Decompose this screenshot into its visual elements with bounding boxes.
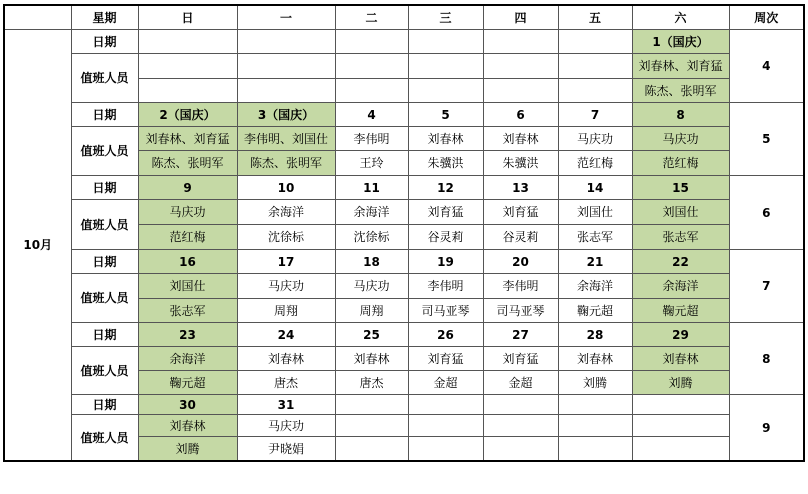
week-number-cell: 7 xyxy=(729,250,804,323)
date-cell: 2（国庆） xyxy=(138,103,237,127)
date-cell: 28 xyxy=(558,323,632,347)
staff-cell: 李伟明 xyxy=(408,274,483,299)
date-cell: 29 xyxy=(632,323,729,347)
staff-label: 值班人员 xyxy=(71,347,138,395)
date-cell: 8 xyxy=(632,103,729,127)
staff-cell xyxy=(408,54,483,79)
date-cell: 21 xyxy=(558,250,632,274)
date-label: 日期 xyxy=(71,323,138,347)
date-cell: 16 xyxy=(138,250,237,274)
date-cell: 4 xyxy=(335,103,408,127)
staff-cell: 刘育猛 xyxy=(408,347,483,371)
staff-cell: 金超 xyxy=(408,371,483,395)
staff-cell xyxy=(335,79,408,103)
date-cell: 17 xyxy=(237,250,335,274)
date-cell: 22 xyxy=(632,250,729,274)
staff-cell xyxy=(558,79,632,103)
date-cell: 25 xyxy=(335,323,408,347)
date-label: 日期 xyxy=(71,250,138,274)
date-row xyxy=(4,30,804,54)
date-row xyxy=(4,323,804,347)
staff-cell xyxy=(632,415,729,437)
date-cell: 3（国庆） xyxy=(237,103,335,127)
staff-cell: 刘腾 xyxy=(138,437,237,462)
staff-cell xyxy=(558,437,632,462)
date-label: 日期 xyxy=(71,30,138,54)
staff-cell xyxy=(138,54,237,79)
date-cell xyxy=(138,30,237,54)
staff-cell: 刘国仕 xyxy=(558,200,632,225)
staff-cell: 鞠元超 xyxy=(632,299,729,323)
weekday-header: 日 xyxy=(138,5,237,30)
date-cell: 13 xyxy=(483,176,558,200)
staff-cell: 王玲 xyxy=(335,151,408,176)
staff-cell xyxy=(483,54,558,79)
weekday-header: 六 xyxy=(632,5,729,30)
staff-cell: 刘国仕 xyxy=(632,200,729,225)
staff-cell: 李伟明、刘国仕 xyxy=(237,127,335,151)
staff-cell xyxy=(335,415,408,437)
staff-cell xyxy=(483,79,558,103)
staff-cell: 刘春林 xyxy=(335,347,408,371)
date-label: 日期 xyxy=(71,176,138,200)
staff-cell: 张志军 xyxy=(558,225,632,250)
staff-cell: 刘腾 xyxy=(558,371,632,395)
staff-cell: 刘育猛 xyxy=(483,347,558,371)
staff-cell: 司马亚琴 xyxy=(483,299,558,323)
staff-cell: 马庆功 xyxy=(237,415,335,437)
date-cell: 11 xyxy=(335,176,408,200)
staff-cell: 张志军 xyxy=(138,299,237,323)
staff-cell xyxy=(483,415,558,437)
staff-cell xyxy=(483,437,558,462)
staff-cell xyxy=(408,437,483,462)
staff-cell xyxy=(335,437,408,462)
staff-cell: 刘春林、刘育猛 xyxy=(632,54,729,79)
staff-cell: 周翔 xyxy=(237,299,335,323)
staff-cell: 刘春林、刘育猛 xyxy=(138,127,237,151)
staff-cell: 余海洋 xyxy=(237,200,335,225)
date-cell xyxy=(335,395,408,415)
staff-row-primary xyxy=(4,127,804,151)
header-row xyxy=(4,5,804,30)
staff-cell: 马庆功 xyxy=(558,127,632,151)
staff-cell xyxy=(408,79,483,103)
staff-cell: 刘育猛 xyxy=(408,200,483,225)
staff-cell: 刘育猛 xyxy=(483,200,558,225)
staff-label: 值班人员 xyxy=(71,415,138,462)
date-cell xyxy=(237,30,335,54)
date-cell: 23 xyxy=(138,323,237,347)
staff-cell: 李伟明 xyxy=(335,127,408,151)
staff-cell: 余海洋 xyxy=(632,274,729,299)
weekday-header: 四 xyxy=(483,5,558,30)
staff-cell: 刘春林 xyxy=(408,127,483,151)
date-cell xyxy=(408,395,483,415)
date-row xyxy=(4,250,804,274)
duty-schedule-table xyxy=(3,4,805,462)
date-row xyxy=(4,176,804,200)
staff-cell xyxy=(558,415,632,437)
staff-cell: 范红梅 xyxy=(558,151,632,176)
date-cell: 30 xyxy=(138,395,237,415)
staff-cell: 陈杰、张明军 xyxy=(237,151,335,176)
week-number-cell: 9 xyxy=(729,395,804,462)
date-cell xyxy=(558,395,632,415)
month-label: 10月 xyxy=(4,30,71,462)
date-cell: 9 xyxy=(138,176,237,200)
staff-cell: 张志军 xyxy=(632,225,729,250)
staff-label: 值班人员 xyxy=(71,274,138,323)
week-number-header: 周次 xyxy=(729,5,804,30)
date-cell xyxy=(483,395,558,415)
staff-label: 值班人员 xyxy=(71,54,138,103)
staff-cell: 金超 xyxy=(483,371,558,395)
date-cell: 18 xyxy=(335,250,408,274)
date-label: 日期 xyxy=(71,103,138,127)
date-cell: 12 xyxy=(408,176,483,200)
date-cell: 19 xyxy=(408,250,483,274)
staff-label: 值班人员 xyxy=(71,200,138,250)
corner-cell xyxy=(4,5,71,30)
staff-row-primary xyxy=(4,347,804,371)
staff-cell: 周翔 xyxy=(335,299,408,323)
staff-cell: 陈杰、张明军 xyxy=(632,79,729,103)
staff-cell xyxy=(237,54,335,79)
week-number-cell: 6 xyxy=(729,176,804,250)
staff-row-primary xyxy=(4,274,804,299)
staff-cell: 朱骥洪 xyxy=(408,151,483,176)
staff-cell: 马庆功 xyxy=(138,200,237,225)
staff-cell xyxy=(632,437,729,462)
week-number-cell: 8 xyxy=(729,323,804,395)
date-cell: 27 xyxy=(483,323,558,347)
date-cell xyxy=(408,30,483,54)
date-row xyxy=(4,103,804,127)
date-cell: 6 xyxy=(483,103,558,127)
date-cell xyxy=(335,30,408,54)
staff-row-primary xyxy=(4,415,804,437)
weekday-label: 星期 xyxy=(71,5,138,30)
staff-cell: 李伟明 xyxy=(483,274,558,299)
staff-cell: 尹晓娟 xyxy=(237,437,335,462)
date-row xyxy=(4,395,804,415)
staff-cell: 刘春林 xyxy=(483,127,558,151)
staff-cell xyxy=(237,79,335,103)
date-cell: 14 xyxy=(558,176,632,200)
staff-cell: 沈徐标 xyxy=(237,225,335,250)
staff-cell: 马庆功 xyxy=(632,127,729,151)
date-cell: 5 xyxy=(408,103,483,127)
staff-cell: 谷灵莉 xyxy=(483,225,558,250)
date-cell xyxy=(558,30,632,54)
staff-cell: 刘春林 xyxy=(558,347,632,371)
weekday-header: 五 xyxy=(558,5,632,30)
date-label: 日期 xyxy=(71,395,138,415)
week-number-cell: 4 xyxy=(729,30,804,103)
staff-cell: 刘春林 xyxy=(138,415,237,437)
weekday-header: 三 xyxy=(408,5,483,30)
staff-cell: 鞠元超 xyxy=(558,299,632,323)
staff-cell: 唐杰 xyxy=(237,371,335,395)
staff-cell: 谷灵莉 xyxy=(408,225,483,250)
staff-cell: 司马亚琴 xyxy=(408,299,483,323)
week-number-cell: 5 xyxy=(729,103,804,176)
staff-cell xyxy=(408,415,483,437)
staff-cell: 马庆功 xyxy=(237,274,335,299)
staff-cell: 陈杰、张明军 xyxy=(138,151,237,176)
staff-row-primary xyxy=(4,54,804,79)
staff-cell: 马庆功 xyxy=(335,274,408,299)
staff-cell: 朱骥洪 xyxy=(483,151,558,176)
staff-cell: 刘国仕 xyxy=(138,274,237,299)
staff-cell: 沈徐标 xyxy=(335,225,408,250)
staff-cell: 刘春林 xyxy=(237,347,335,371)
staff-cell: 范红梅 xyxy=(138,225,237,250)
date-cell: 15 xyxy=(632,176,729,200)
date-cell: 31 xyxy=(237,395,335,415)
staff-cell xyxy=(558,54,632,79)
staff-cell: 唐杰 xyxy=(335,371,408,395)
staff-cell: 鞠元超 xyxy=(138,371,237,395)
date-cell: 20 xyxy=(483,250,558,274)
staff-cell: 刘腾 xyxy=(632,371,729,395)
weekday-header: 一 xyxy=(237,5,335,30)
date-cell: 7 xyxy=(558,103,632,127)
date-cell: 1（国庆） xyxy=(632,30,729,54)
staff-cell xyxy=(335,54,408,79)
weekday-header: 二 xyxy=(335,5,408,30)
staff-row-primary xyxy=(4,200,804,225)
staff-cell: 余海洋 xyxy=(558,274,632,299)
staff-cell: 余海洋 xyxy=(138,347,237,371)
date-cell: 24 xyxy=(237,323,335,347)
date-cell xyxy=(632,395,729,415)
date-cell: 26 xyxy=(408,323,483,347)
staff-cell: 余海洋 xyxy=(335,200,408,225)
date-cell xyxy=(483,30,558,54)
staff-cell: 刘春林 xyxy=(632,347,729,371)
date-cell: 10 xyxy=(237,176,335,200)
staff-cell xyxy=(138,79,237,103)
staff-label: 值班人员 xyxy=(71,127,138,176)
staff-cell: 范红梅 xyxy=(632,151,729,176)
